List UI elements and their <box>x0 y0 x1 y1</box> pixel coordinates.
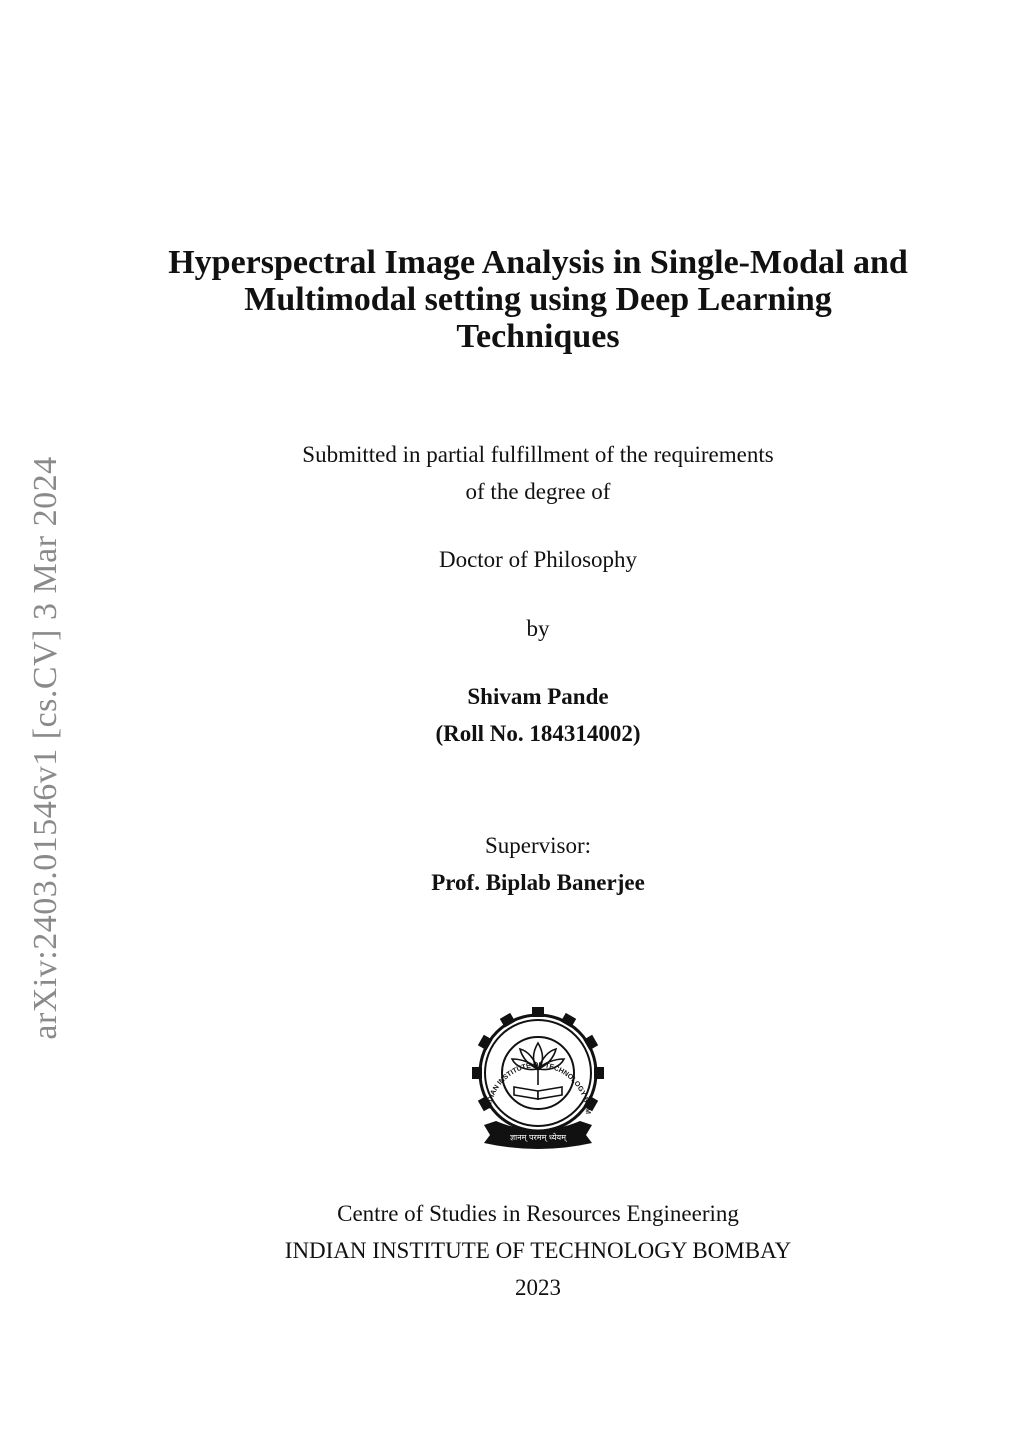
thesis-title <box>128 244 948 355</box>
supervisor-label: Supervisor: <box>484 833 592 858</box>
author-roll-number: (Roll No. 184314002) <box>435 721 641 746</box>
iit-bombay-emblem-icon <box>462 1003 614 1153</box>
emblem-ring-text: INDIAN INSTITUTE OF TECHNOLOGY BOM <box>485 1061 592 1115</box>
thesis-title-line-2: Multimodal setting using Deep Learning <box>244 281 832 318</box>
institution-name: INDIAN INSTITUTE OF TECHNOLOGY BOMBAY <box>284 1238 792 1263</box>
department-name: Centre of Studies in Resources Engineering <box>337 1201 739 1226</box>
emblem-motto: ज्ञानम् परमम् ध्येयम् <box>510 1133 566 1142</box>
thesis-title-line-1: Hyperspectral Image Analysis in Single-Modal and <box>168 244 908 281</box>
arxiv-identifier-stamp: arXiv:2403.01546v1 [cs.CV] 3 Mar 2024 <box>27 456 64 1040</box>
thesis-title-line-3: Techniques <box>456 318 620 355</box>
by-label: by <box>526 616 550 641</box>
submission-statement-line-2: of the degree of <box>465 479 611 504</box>
degree-name: Doctor of Philosophy <box>438 547 638 572</box>
author-name: Shivam Pande <box>467 684 609 709</box>
submission-statement-line-1: Submitted in partial fulfillment of the requirements <box>302 442 774 467</box>
submission-year: 2023 <box>515 1275 561 1300</box>
supervisor-name: Prof. Biplab Banerjee <box>431 870 645 895</box>
